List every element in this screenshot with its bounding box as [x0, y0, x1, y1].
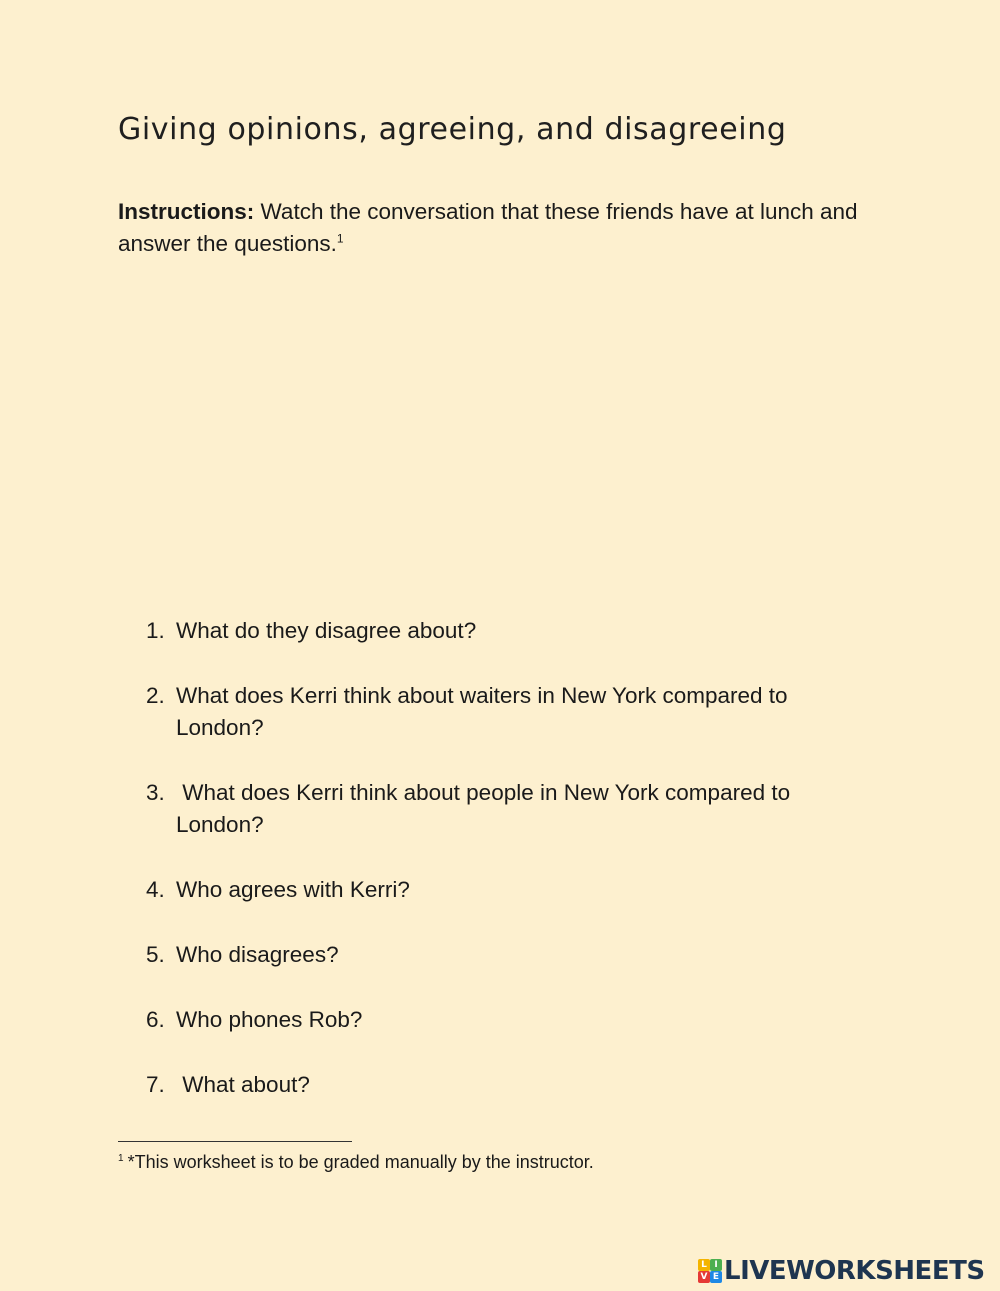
video-embed-area [118, 290, 878, 580]
footnote-marker: 1 [118, 1153, 124, 1164]
question-text: What does Kerri think about waiters in New York compared to London? [176, 683, 788, 740]
logo-letter-i: I [710, 1259, 722, 1271]
question-number: 2. [146, 683, 165, 708]
question-text: What do they disagree about? [176, 618, 477, 643]
question-item [146, 939, 866, 971]
worksheet-title: Giving opinions, agreeing, and disagreeing [118, 112, 787, 147]
question-number: 1. [146, 618, 165, 643]
instructions-text: Watch the conversation that these friends have at lunch and answer the questions. [118, 199, 858, 256]
question-list [146, 615, 866, 1134]
logo-letter-l: L [698, 1259, 710, 1271]
footnote-reference: 1 [336, 231, 344, 246]
instructions-label: Instructions: [118, 199, 255, 224]
question-item [146, 874, 866, 906]
liveworksheets-logo-icon [698, 1259, 722, 1283]
footnote-text: *This worksheet is to be graded manually by the instructor. [127, 1152, 594, 1172]
question-text: Who agrees with Kerri? [176, 877, 410, 902]
question-text: What does Kerri think about people in New York compared to London? [176, 780, 797, 837]
question-number: 6. [146, 1007, 165, 1032]
question-item [146, 680, 866, 744]
question-number: 7. [146, 1072, 165, 1097]
question-item [146, 1004, 866, 1036]
question-number: 3. [146, 780, 165, 805]
logo-letter-v: V [698, 1271, 710, 1283]
liveworksheets-logo-text: LIVEWORKSHEETS [724, 1256, 985, 1286]
question-text: Who phones Rob? [176, 1007, 363, 1032]
question-item [146, 615, 866, 647]
question-number: 4. [146, 877, 165, 902]
footnote [118, 1151, 594, 1173]
question-item [146, 1069, 866, 1101]
question-number: 5. [146, 942, 165, 967]
footnote-divider [118, 1141, 352, 1142]
instructions [118, 196, 898, 260]
question-text: Who disagrees? [176, 942, 339, 967]
liveworksheets-logo [698, 1257, 985, 1285]
question-text: What about? [176, 1072, 310, 1097]
logo-letter-e: E [710, 1271, 722, 1283]
question-item [146, 777, 866, 841]
